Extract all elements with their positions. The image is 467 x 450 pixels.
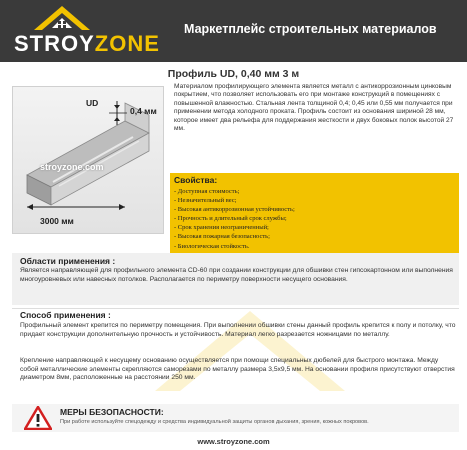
logo-stroy: STROY: [14, 31, 95, 56]
ud-label: UD: [86, 98, 99, 108]
property-item: - Доступная стоимость;: [174, 188, 240, 195]
product-title: Профиль UD, 0,40 мм 3 м: [167, 68, 300, 80]
property-item: - Срок хранения неограниченный;: [174, 224, 269, 232]
safety-title: МЕРЫ БЕЗОПАСНОСТИ:: [60, 407, 164, 417]
properties-title: Свойства:: [174, 175, 218, 185]
property-item: - Высокая пожарная безопасность;: [174, 233, 270, 241]
logo-zone: ZONE: [94, 31, 160, 56]
thickness-label: 0,4 мм: [130, 106, 157, 116]
header-title: Маркетплейс строительных материалов: [184, 22, 437, 36]
house-roof-icon: [32, 4, 92, 32]
warning-icon: [24, 406, 52, 430]
safety-text: При работе используйте спецодежду и средства индивидуальной защиты органов дыхания, зрения, кожных покровов.: [60, 419, 369, 425]
image-watermark: stroyzone.com: [40, 162, 104, 172]
footer-url[interactable]: www.stroyzone.com: [197, 437, 270, 446]
method-text-1: Профильный элемент крепится по периметру помещения. При выполнении обшивки стены данный профиль крепится к полу и потолку, что придает конструкции дополнительную прочность и устойчивость. Материал легко разрезается ножницами по металлу.: [20, 322, 456, 338]
method-title: Способ применения :: [20, 310, 111, 320]
property-item: - Прочность и длительный срок службы;: [174, 215, 287, 223]
property-item: - Незначительный вес;: [174, 197, 237, 205]
application-text: Является направляющей для профильного элемента CD-60 при создании конструкции для обшивки стен гипсокартонном или выполнения многоуровневых или навесных потолков. Располагается по периметру поверхности несущего основания.: [20, 267, 453, 283]
property-item: - Биологическая стойкость.: [174, 242, 250, 250]
logo[interactable]: [14, 31, 160, 57]
property-item: - Высокая антикоррозионная устойчивость;: [174, 206, 295, 214]
properties-list: [174, 187, 295, 251]
product-description: Материалом профилирующего элемента является металл с антикоррозионным цинковым покрытием, что позволяет использовать его при монтаже конструкций в помещениях с повышенной влажностью. Стальная лента толщиной 0,4; 0,45 или 0,55 мм получается при применении метода холодного проката. Профиль состоит из основания шириной 28 мм, которое имеет два рельефа для поддержания жесткости и двух боковых полок высотой 27 мм.: [174, 83, 454, 133]
application-title: Области применения :: [20, 256, 116, 266]
method-text-2: Крепление направляющей к несущему основанию осуществляется при помощи специальных дюбелей для быстрого монтажа. Между собой металлические элементы скрепляются саморезами по металлу размера 3,5х9,5 мм. На основании профиля присутствуют отверстия диаметром 8мм, расположенные на расстоянии 250 мм.: [20, 357, 455, 382]
length-label: 3000 мм: [40, 216, 74, 226]
